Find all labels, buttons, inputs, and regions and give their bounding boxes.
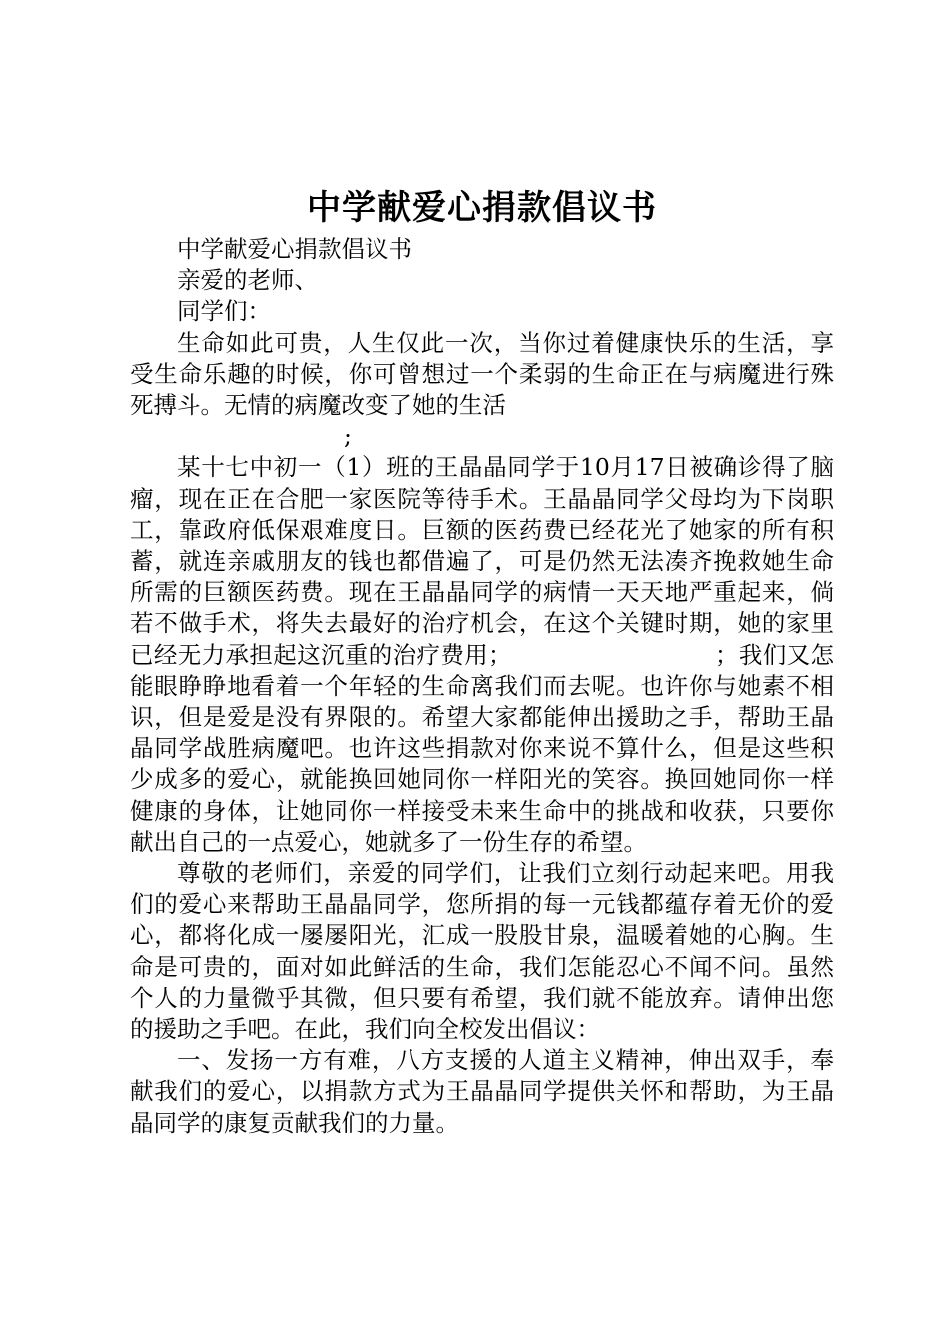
document-body (130, 234, 834, 1139)
appeal-paragraph: 尊敬的老师们，亲爱的同学们，让我们立刻行动起来吧。用我们的爱心来帮助王晶晶同学，您所捐的每一元钱都蕴存着无价的爱心，都将化成一屡屡阳光，汇成一股股甘泉，温暖着她的心胸。生命是可贵的，面对如此鲜活的生命，我们怎能忍心不闻不问。虽然个人的力量微乎其微，但只要有希望，我们就不能放弃。请伸出您的援助之手吧。在此，我们向全校发出倡议： (130, 859, 834, 1044)
proposal-item-1: 一、发扬一方有难，八方支援的人道主义精神，伸出双手，奉献我们的爱心，以捐款方式为王晶晶同学提供关怀和帮助，为王晶晶同学的康复贡献我们的力量。 (130, 1046, 834, 1137)
story-paragraph: 某十七中初一（1）班的王晶晶同学于10月17日被确诊得了脑瘤，现在正在合肥一家医院等待手术。王晶晶同学父母均为下岗职工，靠政府低保艰难度日。巨额的医药费已经花光了她家的所有积蓄，就连亲戚朋友的钱也都借遍了，可是仍然无法凑齐挽救她生命所需的巨额医药费。现在王晶晶同学的病情一天天地严重起来，倘若不做手术，将失去最好的治疗机会，在这个关键时期，她的家里已经无力承担起这沉重的治疗费用； ；我们又怎能眼睁睁地看着一个年轻的生命离我们而去呢。也许你与她素不相识，但是爱是没有界限的。希望大家都能伸出援助之手，帮助王晶晶同学战胜病魔吧。也许这些捐款对你来说不算什么，但是这些积少成多的爱心，就能换回她同你一样阳光的笑容。换回她同你一样健康的身体，让她同你一样接受未来生命中的挑战和收获，只要你献出自己的一点爱心，她就多了一份生存的希望。 (130, 453, 834, 856)
document-page (130, 184, 834, 1139)
semicolon-line: ; (344, 422, 352, 451)
salutation-students: 同学们： (177, 297, 271, 326)
intro-paragraph: 生命如此可贵，人生仅此一次，当你过着健康快乐的生活，享受生命乐趣的时候，你可曾想过一个柔弱的生命正在与病魔进行殊死搏斗。无情的病魔改变了她的生活 (130, 328, 834, 420)
salutation-teachers: 亲爱的老师、 (177, 266, 318, 295)
subtitle-paragraph: 中学献爱心捐款倡议书 (177, 235, 412, 263)
document-title: 中学献爱心捐款倡议书 (307, 188, 657, 228)
